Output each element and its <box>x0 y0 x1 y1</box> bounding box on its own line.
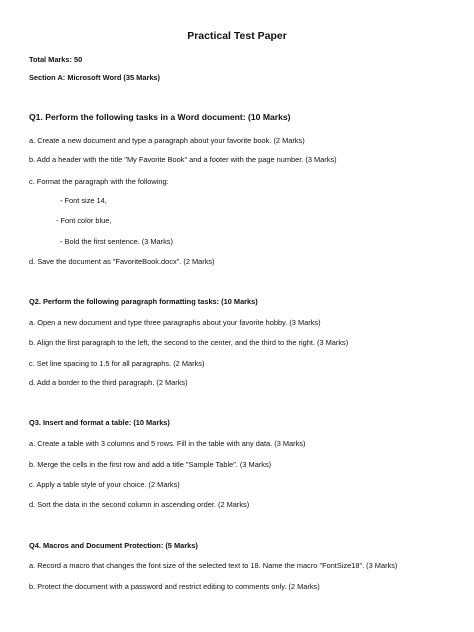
question-1-item-c: c. Format the paragraph with the following: <box>29 177 169 186</box>
question-1-subitem-bold: - Bold the first sentence. (3 Marks) <box>60 237 173 246</box>
question-2-item-a: a. Open a new document and type three paragraphs about your favorite hobby. (3 Marks) <box>29 318 321 327</box>
question-4-heading: Q4. Macros and Document Protection: (5 Marks) <box>29 541 198 550</box>
total-marks: Total Marks: 50 <box>29 55 83 64</box>
question-3-item-d: d. Sort the data in the second column in ascending order. (2 Marks) <box>29 500 250 509</box>
question-2-heading: Q2. Perform the following paragraph formatting tasks: (10 Marks) <box>29 297 258 306</box>
question-3-item-a: a. Create a table with 3 columns and 5 rows. Fill in the table with any data. (3 Marks) <box>29 439 306 448</box>
question-1-item-a: a. Create a new document and type a paragraph about your favorite book. (2 Marks) <box>29 136 305 145</box>
question-2-item-b: b. Align the first paragraph to the left, the second to the center, and the third to the right. (3 Marks) <box>29 338 349 347</box>
section-heading: Section A: Microsoft Word (35 Marks) <box>29 73 160 82</box>
question-1-subitem-font-size: - Font size 14, <box>60 196 107 205</box>
question-3-item-b: b. Merge the cells in the first row and add a title "Sample Table". (3 Marks) <box>29 460 272 469</box>
question-3-heading: Q3. Insert and format a table: (10 Marks) <box>29 418 170 427</box>
question-1-item-d: d. Save the document as "FavoriteBook.docx". (2 Marks) <box>29 257 215 266</box>
question-3-item-c: c. Apply a table style of your choice. (2 Marks) <box>29 480 180 489</box>
question-1-item-b: b. Add a header with the title "My Favorite Book" and a footer with the page number. (3 Marks) <box>29 155 337 164</box>
page-title: Practical Test Paper <box>187 30 287 42</box>
question-2-item-d: d. Add a border to the third paragraph. (2 Marks) <box>29 378 188 387</box>
question-1-heading: Q1. Perform the following tasks in a Word document: (10 Marks) <box>29 112 291 122</box>
question-4-item-a: a. Record a macro that changes the font size of the selected text to 18. Name the macro "FontSize18". (3 Marks) <box>29 561 398 570</box>
question-1-subitem-font-color: - Font color blue, <box>56 216 112 225</box>
question-4-item-b: b. Protect the document with a password and restrict editing to comments only. (2 Marks) <box>29 582 320 591</box>
question-2-item-c: c. Set line spacing to 1.5 for all paragraphs. (2 Marks) <box>29 359 205 368</box>
